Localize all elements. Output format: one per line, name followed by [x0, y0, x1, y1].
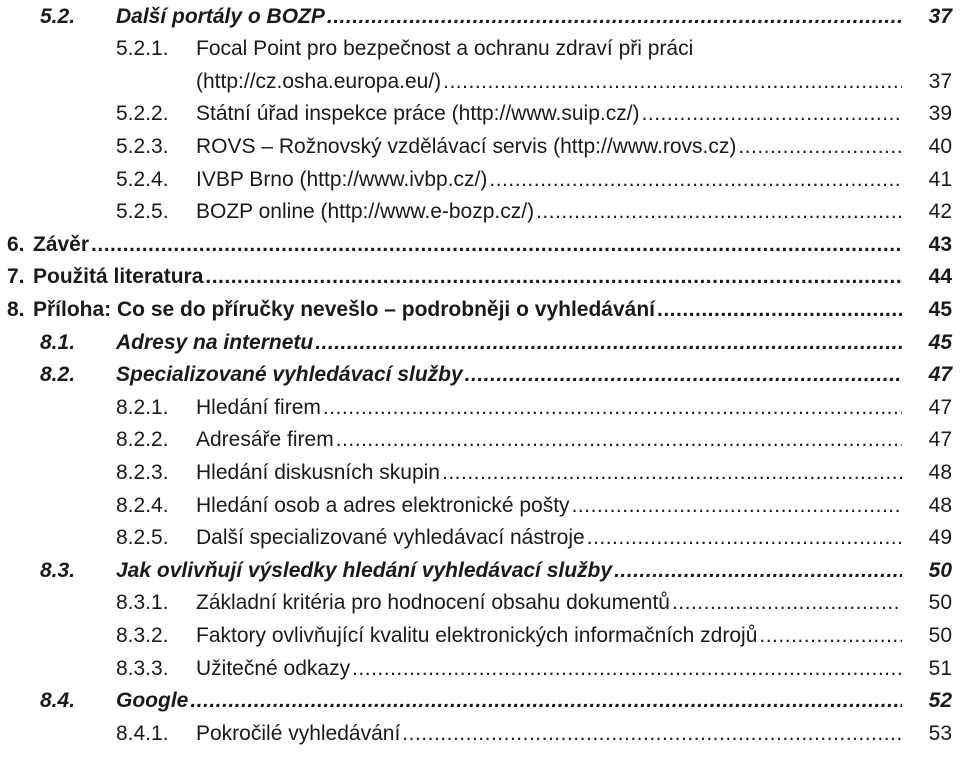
toc-entry[interactable]	[0, 652, 960, 685]
toc-entry-number: 5.2.5.	[116, 200, 169, 224]
toc-entry-title: Hledání osob a adres elektronické pošty	[196, 493, 570, 517]
toc-entry-title: Google	[116, 689, 189, 713]
toc-entry-title: Focal Point pro bezpečnost a ochranu zdraví při práci	[196, 37, 694, 61]
dot-leader	[91, 233, 902, 257]
toc-entry[interactable]	[0, 98, 960, 131]
toc-entry-number: 8.2.	[40, 363, 76, 387]
toc-entry-number: 8.4.1.	[116, 721, 169, 745]
toc-entry-title: (http://cz.osha.europa.eu/)	[196, 69, 442, 93]
toc-entry-number: 5.2.4.	[116, 167, 169, 191]
toc-entry-page: 41	[928, 167, 952, 191]
toc-entry-number: 8.	[7, 297, 25, 321]
toc-entry[interactable]	[0, 717, 960, 750]
dot-leader	[315, 331, 902, 355]
toc-entry[interactable]	[0, 456, 960, 489]
dot-leader	[759, 624, 902, 648]
toc-entry-page: 50	[928, 558, 952, 582]
toc-entry-page: 53	[928, 721, 952, 745]
toc-entry-number: 8.3.2.	[116, 623, 169, 647]
dot-leader	[336, 428, 902, 452]
toc-entry[interactable]	[0, 359, 960, 392]
toc-entry-title: Specializované vyhledávací služby	[116, 363, 463, 387]
toc-entry-page: 47	[928, 428, 952, 452]
toc-entry-page: 52	[928, 689, 952, 713]
toc-entry[interactable]	[0, 489, 960, 522]
toc-entry-title: Pokročilé vyhledávání	[196, 721, 401, 745]
dot-leader	[327, 5, 902, 29]
dot-leader	[205, 265, 902, 289]
toc-entry-number: 8.4.	[40, 689, 76, 713]
toc-entry-number: 8.3.1.	[116, 591, 169, 615]
toc-entry-title: Užitečné odkazy	[196, 656, 351, 680]
toc-entry-number: 8.2.3.	[116, 460, 169, 484]
toc-entry-page: 48	[928, 460, 952, 484]
toc-entry-number: 8.2.2.	[116, 428, 169, 452]
dot-leader	[323, 396, 902, 420]
toc-entry[interactable]	[0, 522, 960, 555]
toc-entry[interactable]	[0, 130, 960, 163]
toc-entry-page: 48	[928, 493, 952, 517]
toc-entry-page: 51	[928, 656, 952, 680]
toc-entry[interactable]	[0, 619, 960, 652]
toc-entry[interactable]	[0, 391, 960, 424]
toc-entry-number: 8.1.	[40, 330, 76, 354]
toc-entry-title: Faktory ovlivňující kvalitu elektronických informačních zdrojů	[196, 623, 758, 647]
toc-entry[interactable]	[0, 326, 960, 359]
toc-entry-number: 8.3.	[40, 558, 76, 582]
toc-entry-title: Další portály o BOZP	[116, 4, 325, 28]
toc-entry[interactable]	[0, 65, 960, 98]
toc-entry[interactable]	[0, 261, 960, 294]
toc-entry-title: ROVS – Rožnovský vzdělávací servis (http://www.rovs.cz)	[196, 134, 737, 158]
toc-entry-title: Hledání firem	[196, 395, 321, 419]
toc-entry-page: 37	[928, 69, 952, 93]
toc-entry-page: 37	[928, 4, 952, 28]
toc-entry-page: 47	[928, 363, 952, 387]
toc-entry-title: Další specializované vyhledávací nástroje	[196, 526, 585, 550]
toc-entry[interactable]	[0, 685, 960, 718]
toc-entry[interactable]	[0, 554, 960, 587]
toc-entry-page: 47	[928, 395, 952, 419]
toc-entry-title: IVBP Brno (http://www.ivbp.cz/)	[196, 167, 488, 191]
toc-entry-number: 8.2.4.	[116, 493, 169, 517]
toc-entry-number: 7.	[7, 265, 25, 289]
toc-entry-number: 5.2.1.	[116, 37, 169, 61]
toc-entry[interactable]	[0, 0, 960, 33]
toc-entry[interactable]	[0, 293, 960, 326]
dot-leader	[657, 298, 902, 322]
dot-leader	[536, 200, 902, 224]
toc-entry-title: BOZP online (http://www.e-bozp.cz/)	[196, 200, 535, 224]
toc-entry-page: 49	[928, 526, 952, 550]
toc-entry-title: Státní úřad inspekce práce (http://www.suip.cz/)	[196, 102, 640, 126]
toc-entry-number: 6.	[7, 232, 25, 256]
toc-entry-page: 43	[928, 232, 952, 256]
toc-entry-page: 40	[928, 134, 952, 158]
toc-entry[interactable]	[0, 587, 960, 620]
dot-leader	[402, 722, 902, 746]
toc-entry-title: Adresy na internetu	[116, 330, 314, 354]
toc-entry-page: 45	[928, 330, 952, 354]
toc-entry-number: 8.2.1.	[116, 395, 169, 419]
toc-entry-page: 42	[928, 200, 952, 224]
dot-leader	[572, 494, 902, 518]
toc-entry[interactable]	[0, 424, 960, 457]
toc-entry-title: Příloha: Co se do příručky nevešlo – podrobněji o vyhledávání	[33, 297, 655, 321]
dot-leader	[465, 363, 902, 387]
dot-leader	[442, 461, 902, 485]
toc-entry-title: Hledání diskusních skupin	[196, 460, 440, 484]
toc-entry-page: 44	[928, 265, 952, 289]
toc-entry-title: Adresáře firem	[196, 428, 334, 452]
dot-leader	[738, 135, 902, 159]
toc-entry[interactable]	[0, 196, 960, 229]
toc-entry-number: 5.2.3.	[116, 134, 169, 158]
dot-leader	[587, 526, 902, 550]
toc-entry-page: 45	[928, 297, 952, 321]
toc-entry-title: Závěr	[33, 232, 90, 256]
toc-entry-number: 5.2.2.	[116, 102, 169, 126]
toc-entry-title: Jak ovlivňují výsledky hledání vyhledávací služby	[116, 558, 613, 582]
dot-leader	[443, 70, 902, 94]
dot-leader	[352, 657, 902, 681]
toc-entry[interactable]	[0, 228, 960, 261]
dot-leader	[614, 559, 902, 583]
toc-entry-title: Použitá literatura	[33, 265, 204, 289]
dot-leader	[190, 689, 902, 713]
toc-entry-number: 8.3.3.	[116, 656, 169, 680]
toc-entry-number: 5.2.	[40, 4, 76, 28]
dot-leader	[642, 102, 902, 126]
toc-entry[interactable]	[0, 163, 960, 196]
toc-entry[interactable]	[0, 33, 960, 66]
dot-leader	[672, 591, 902, 615]
toc-entry-page: 50	[928, 591, 952, 615]
toc-entry-page: 39	[928, 102, 952, 126]
dot-leader	[489, 168, 902, 192]
toc-entry-page: 50	[928, 623, 952, 647]
toc-entry-number: 8.2.5.	[116, 526, 169, 550]
toc-entry-title: Základní kritéria pro hodnocení obsahu dokumentů	[196, 591, 670, 615]
